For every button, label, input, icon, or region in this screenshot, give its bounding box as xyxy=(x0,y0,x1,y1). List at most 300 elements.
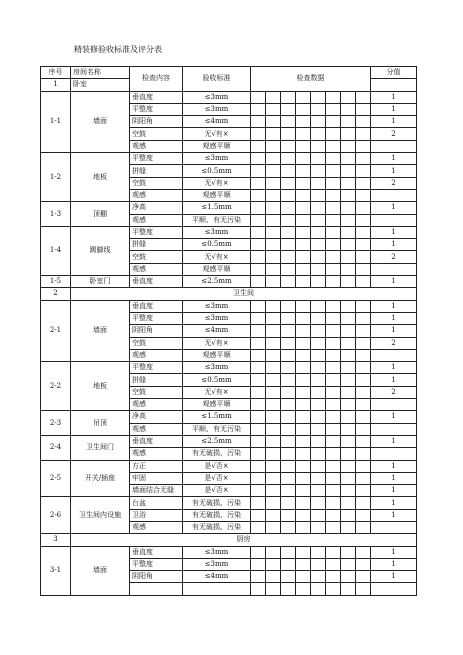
data-entry-cell[interactable] xyxy=(251,460,266,472)
data-entry-cell[interactable] xyxy=(326,140,341,152)
data-entry-cell[interactable] xyxy=(251,300,266,312)
data-entry-cell[interactable] xyxy=(326,128,341,140)
data-entry-cell[interactable] xyxy=(326,300,341,312)
data-entry-cell[interactable] xyxy=(311,153,326,165)
data-entry-cell[interactable] xyxy=(296,497,311,509)
data-entry-cell[interactable] xyxy=(311,189,326,201)
data-entry-cell[interactable] xyxy=(251,362,266,374)
data-entry-cell[interactable] xyxy=(356,349,371,361)
data-entry-cell[interactable] xyxy=(296,509,311,521)
data-entry-cell[interactable] xyxy=(311,435,326,447)
data-entry-cell[interactable] xyxy=(341,448,356,460)
data-entry-cell[interactable] xyxy=(266,337,281,349)
data-entry-cell[interactable] xyxy=(251,116,266,128)
data-entry-cell[interactable] xyxy=(296,165,311,177)
data-entry-cell[interactable] xyxy=(266,153,281,165)
data-entry-cell[interactable] xyxy=(326,509,341,521)
data-entry-cell[interactable] xyxy=(281,423,296,435)
data-entry-cell[interactable] xyxy=(266,521,281,533)
data-entry-cell[interactable] xyxy=(356,251,371,263)
data-entry-cell[interactable] xyxy=(311,202,326,214)
data-entry-cell[interactable] xyxy=(296,263,311,275)
data-entry-cell[interactable] xyxy=(341,153,356,165)
data-entry-cell[interactable] xyxy=(281,509,296,521)
data-entry-cell[interactable] xyxy=(311,276,326,288)
data-entry-cell[interactable] xyxy=(326,91,341,103)
data-entry-cell[interactable] xyxy=(341,337,356,349)
data-entry-cell[interactable] xyxy=(266,423,281,435)
data-entry-cell[interactable] xyxy=(311,263,326,275)
data-entry-cell[interactable] xyxy=(341,423,356,435)
data-entry-cell[interactable] xyxy=(326,153,341,165)
data-entry-cell[interactable] xyxy=(266,399,281,411)
data-entry-cell[interactable] xyxy=(311,509,326,521)
data-entry-cell[interactable] xyxy=(311,448,326,460)
data-entry-cell[interactable] xyxy=(341,546,356,558)
data-entry-cell[interactable] xyxy=(281,276,296,288)
data-entry-cell[interactable] xyxy=(311,485,326,497)
data-entry-cell[interactable] xyxy=(251,435,266,447)
data-entry-cell[interactable] xyxy=(341,263,356,275)
data-entry-cell[interactable] xyxy=(296,386,311,398)
data-entry-cell[interactable] xyxy=(326,399,341,411)
data-entry-cell[interactable] xyxy=(251,214,266,226)
data-entry-cell[interactable] xyxy=(341,325,356,337)
data-entry-cell[interactable] xyxy=(311,251,326,263)
data-entry-cell[interactable] xyxy=(326,214,341,226)
data-entry-cell[interactable] xyxy=(266,202,281,214)
data-entry-cell[interactable] xyxy=(281,300,296,312)
data-entry-cell[interactable] xyxy=(326,386,341,398)
data-entry-cell[interactable] xyxy=(251,263,266,275)
data-entry-cell[interactable] xyxy=(251,103,266,115)
data-entry-cell[interactable] xyxy=(356,558,371,570)
data-entry-cell[interactable] xyxy=(296,571,311,583)
data-entry-cell[interactable] xyxy=(266,546,281,558)
data-entry-cell[interactable] xyxy=(296,140,311,152)
data-entry-cell[interactable] xyxy=(251,153,266,165)
data-entry-cell[interactable] xyxy=(341,435,356,447)
data-entry-cell[interactable] xyxy=(311,337,326,349)
data-entry-cell[interactable] xyxy=(251,386,266,398)
data-entry-cell[interactable] xyxy=(356,411,371,423)
data-entry-cell[interactable] xyxy=(251,177,266,189)
data-entry-cell[interactable] xyxy=(356,189,371,201)
data-entry-cell[interactable] xyxy=(356,448,371,460)
data-entry-cell[interactable] xyxy=(341,362,356,374)
data-entry-cell[interactable] xyxy=(311,103,326,115)
data-entry-cell[interactable] xyxy=(356,116,371,128)
data-entry-cell[interactable] xyxy=(296,521,311,533)
data-entry-cell[interactable] xyxy=(281,189,296,201)
data-entry-cell[interactable] xyxy=(341,349,356,361)
data-entry-cell[interactable] xyxy=(251,128,266,140)
data-entry-cell[interactable] xyxy=(251,374,266,386)
data-entry-cell[interactable] xyxy=(251,423,266,435)
data-entry-cell[interactable] xyxy=(326,165,341,177)
data-entry-cell[interactable] xyxy=(356,485,371,497)
data-entry-cell[interactable] xyxy=(356,263,371,275)
data-entry-cell[interactable] xyxy=(266,435,281,447)
data-entry-cell[interactable] xyxy=(311,325,326,337)
data-entry-cell[interactable] xyxy=(356,521,371,533)
data-entry-cell[interactable] xyxy=(341,399,356,411)
data-entry-cell[interactable] xyxy=(266,583,281,595)
data-entry-cell[interactable] xyxy=(341,251,356,263)
data-entry-cell[interactable] xyxy=(356,165,371,177)
data-entry-cell[interactable] xyxy=(341,128,356,140)
data-entry-cell[interactable] xyxy=(296,399,311,411)
data-entry-cell[interactable] xyxy=(311,460,326,472)
data-entry-cell[interactable] xyxy=(311,140,326,152)
data-entry-cell[interactable] xyxy=(251,189,266,201)
data-entry-cell[interactable] xyxy=(266,165,281,177)
data-entry-cell[interactable] xyxy=(326,116,341,128)
data-entry-cell[interactable] xyxy=(266,263,281,275)
data-entry-cell[interactable] xyxy=(311,128,326,140)
data-entry-cell[interactable] xyxy=(266,448,281,460)
data-entry-cell[interactable] xyxy=(281,521,296,533)
data-entry-cell[interactable] xyxy=(356,325,371,337)
data-entry-cell[interactable] xyxy=(341,91,356,103)
data-entry-cell[interactable] xyxy=(251,448,266,460)
data-entry-cell[interactable] xyxy=(326,312,341,324)
data-entry-cell[interactable] xyxy=(266,411,281,423)
data-entry-cell[interactable] xyxy=(326,226,341,238)
data-entry-cell[interactable] xyxy=(266,226,281,238)
data-entry-cell[interactable] xyxy=(311,116,326,128)
data-entry-cell[interactable] xyxy=(356,140,371,152)
data-entry-cell[interactable] xyxy=(356,312,371,324)
data-entry-cell[interactable] xyxy=(356,103,371,115)
data-entry-cell[interactable] xyxy=(341,312,356,324)
data-entry-cell[interactable] xyxy=(356,362,371,374)
data-entry-cell[interactable] xyxy=(311,239,326,251)
data-entry-cell[interactable] xyxy=(356,497,371,509)
data-entry-cell[interactable] xyxy=(341,239,356,251)
data-entry-cell[interactable] xyxy=(356,435,371,447)
data-entry-cell[interactable] xyxy=(281,546,296,558)
data-entry-cell[interactable] xyxy=(311,91,326,103)
data-entry-cell[interactable] xyxy=(341,103,356,115)
data-entry-cell[interactable] xyxy=(326,558,341,570)
data-entry-cell[interactable] xyxy=(356,177,371,189)
data-entry-cell[interactable] xyxy=(311,558,326,570)
data-entry-cell[interactable] xyxy=(281,558,296,570)
data-entry-cell[interactable] xyxy=(266,558,281,570)
data-entry-cell[interactable] xyxy=(296,189,311,201)
data-entry-cell[interactable] xyxy=(326,362,341,374)
data-entry-cell[interactable] xyxy=(266,509,281,521)
data-entry-cell[interactable] xyxy=(251,251,266,263)
data-entry-cell[interactable] xyxy=(296,349,311,361)
data-entry-cell[interactable] xyxy=(326,263,341,275)
data-entry-cell[interactable] xyxy=(266,128,281,140)
data-entry-cell[interactable] xyxy=(281,411,296,423)
data-entry-cell[interactable] xyxy=(326,571,341,583)
data-entry-cell[interactable] xyxy=(281,263,296,275)
data-entry-cell[interactable] xyxy=(341,485,356,497)
data-entry-cell[interactable] xyxy=(296,116,311,128)
data-entry-cell[interactable] xyxy=(326,435,341,447)
data-entry-cell[interactable] xyxy=(326,546,341,558)
data-entry-cell[interactable] xyxy=(356,91,371,103)
data-entry-cell[interactable] xyxy=(341,276,356,288)
data-entry-cell[interactable] xyxy=(266,571,281,583)
data-entry-cell[interactable] xyxy=(296,472,311,484)
data-entry-cell[interactable] xyxy=(251,583,266,595)
data-entry-cell[interactable] xyxy=(281,214,296,226)
data-entry-cell[interactable] xyxy=(356,239,371,251)
data-entry-cell[interactable] xyxy=(251,546,266,558)
data-entry-cell[interactable] xyxy=(326,103,341,115)
data-entry-cell[interactable] xyxy=(251,226,266,238)
data-entry-cell[interactable] xyxy=(311,374,326,386)
data-entry-cell[interactable] xyxy=(356,571,371,583)
data-entry-cell[interactable] xyxy=(341,214,356,226)
data-entry-cell[interactable] xyxy=(281,386,296,398)
data-entry-cell[interactable] xyxy=(281,374,296,386)
data-entry-cell[interactable] xyxy=(296,103,311,115)
data-entry-cell[interactable] xyxy=(281,325,296,337)
data-entry-cell[interactable] xyxy=(341,116,356,128)
data-entry-cell[interactable] xyxy=(296,337,311,349)
data-entry-cell[interactable] xyxy=(266,300,281,312)
data-entry-cell[interactable] xyxy=(251,337,266,349)
data-entry-cell[interactable] xyxy=(281,312,296,324)
data-entry-cell[interactable] xyxy=(341,472,356,484)
data-entry-cell[interactable] xyxy=(296,460,311,472)
data-entry-cell[interactable] xyxy=(251,571,266,583)
data-entry-cell[interactable] xyxy=(341,189,356,201)
data-entry-cell[interactable] xyxy=(296,251,311,263)
data-entry-cell[interactable] xyxy=(266,362,281,374)
data-entry-cell[interactable] xyxy=(311,226,326,238)
data-entry-cell[interactable] xyxy=(281,103,296,115)
data-entry-cell[interactable] xyxy=(266,349,281,361)
data-entry-cell[interactable] xyxy=(356,128,371,140)
data-entry-cell[interactable] xyxy=(266,177,281,189)
data-entry-cell[interactable] xyxy=(266,472,281,484)
data-entry-cell[interactable] xyxy=(281,435,296,447)
data-entry-cell[interactable] xyxy=(326,485,341,497)
data-entry-cell[interactable] xyxy=(251,312,266,324)
data-entry-cell[interactable] xyxy=(311,165,326,177)
data-entry-cell[interactable] xyxy=(326,349,341,361)
data-entry-cell[interactable] xyxy=(251,239,266,251)
data-entry-cell[interactable] xyxy=(311,349,326,361)
data-entry-cell[interactable] xyxy=(296,300,311,312)
data-entry-cell[interactable] xyxy=(266,140,281,152)
data-entry-cell[interactable] xyxy=(296,411,311,423)
data-entry-cell[interactable] xyxy=(296,153,311,165)
data-entry-cell[interactable] xyxy=(296,239,311,251)
data-entry-cell[interactable] xyxy=(341,411,356,423)
data-entry-cell[interactable] xyxy=(281,460,296,472)
data-entry-cell[interactable] xyxy=(266,189,281,201)
data-entry-cell[interactable] xyxy=(281,399,296,411)
data-entry-cell[interactable] xyxy=(296,583,311,595)
data-entry-cell[interactable] xyxy=(266,103,281,115)
data-entry-cell[interactable] xyxy=(296,226,311,238)
data-entry-cell[interactable] xyxy=(266,251,281,263)
data-entry-cell[interactable] xyxy=(341,140,356,152)
data-entry-cell[interactable] xyxy=(326,251,341,263)
data-entry-cell[interactable] xyxy=(296,202,311,214)
data-entry-cell[interactable] xyxy=(296,435,311,447)
data-entry-cell[interactable] xyxy=(266,312,281,324)
data-entry-cell[interactable] xyxy=(326,472,341,484)
data-entry-cell[interactable] xyxy=(266,497,281,509)
data-entry-cell[interactable] xyxy=(296,128,311,140)
data-entry-cell[interactable] xyxy=(326,583,341,595)
data-entry-cell[interactable] xyxy=(266,325,281,337)
data-entry-cell[interactable] xyxy=(341,202,356,214)
data-entry-cell[interactable] xyxy=(251,140,266,152)
data-entry-cell[interactable] xyxy=(311,583,326,595)
data-entry-cell[interactable] xyxy=(311,312,326,324)
data-entry-cell[interactable] xyxy=(281,165,296,177)
data-entry-cell[interactable] xyxy=(341,558,356,570)
data-entry-cell[interactable] xyxy=(311,411,326,423)
data-entry-cell[interactable] xyxy=(251,558,266,570)
data-entry-cell[interactable] xyxy=(356,226,371,238)
data-entry-cell[interactable] xyxy=(311,177,326,189)
data-entry-cell[interactable] xyxy=(326,276,341,288)
data-entry-cell[interactable] xyxy=(251,399,266,411)
data-entry-cell[interactable] xyxy=(266,116,281,128)
data-entry-cell[interactable] xyxy=(266,386,281,398)
data-entry-cell[interactable] xyxy=(296,362,311,374)
data-entry-cell[interactable] xyxy=(341,583,356,595)
data-entry-cell[interactable] xyxy=(281,239,296,251)
data-entry-cell[interactable] xyxy=(326,411,341,423)
data-entry-cell[interactable] xyxy=(251,485,266,497)
data-entry-cell[interactable] xyxy=(311,300,326,312)
data-entry-cell[interactable] xyxy=(281,116,296,128)
data-entry-cell[interactable] xyxy=(296,312,311,324)
data-entry-cell[interactable] xyxy=(311,497,326,509)
data-entry-cell[interactable] xyxy=(326,189,341,201)
data-entry-cell[interactable] xyxy=(356,153,371,165)
data-entry-cell[interactable] xyxy=(281,485,296,497)
data-entry-cell[interactable] xyxy=(296,448,311,460)
data-entry-cell[interactable] xyxy=(266,374,281,386)
data-entry-cell[interactable] xyxy=(341,497,356,509)
data-entry-cell[interactable] xyxy=(281,497,296,509)
data-entry-cell[interactable] xyxy=(281,571,296,583)
data-entry-cell[interactable] xyxy=(311,571,326,583)
data-entry-cell[interactable] xyxy=(326,374,341,386)
data-entry-cell[interactable] xyxy=(311,386,326,398)
data-entry-cell[interactable] xyxy=(251,497,266,509)
data-entry-cell[interactable] xyxy=(341,386,356,398)
data-entry-cell[interactable] xyxy=(356,509,371,521)
data-entry-cell[interactable] xyxy=(341,165,356,177)
data-entry-cell[interactable] xyxy=(296,177,311,189)
data-entry-cell[interactable] xyxy=(356,423,371,435)
data-entry-cell[interactable] xyxy=(251,411,266,423)
data-entry-cell[interactable] xyxy=(251,472,266,484)
data-entry-cell[interactable] xyxy=(251,349,266,361)
data-entry-cell[interactable] xyxy=(281,251,296,263)
data-entry-cell[interactable] xyxy=(251,509,266,521)
data-entry-cell[interactable] xyxy=(356,202,371,214)
data-entry-cell[interactable] xyxy=(356,337,371,349)
data-entry-cell[interactable] xyxy=(326,448,341,460)
data-entry-cell[interactable] xyxy=(251,91,266,103)
data-entry-cell[interactable] xyxy=(326,177,341,189)
data-entry-cell[interactable] xyxy=(296,423,311,435)
data-entry-cell[interactable] xyxy=(311,521,326,533)
data-entry-cell[interactable] xyxy=(281,472,296,484)
data-entry-cell[interactable] xyxy=(341,509,356,521)
data-entry-cell[interactable] xyxy=(311,362,326,374)
data-entry-cell[interactable] xyxy=(251,325,266,337)
data-entry-cell[interactable] xyxy=(296,546,311,558)
data-entry-cell[interactable] xyxy=(266,276,281,288)
data-entry-cell[interactable] xyxy=(281,153,296,165)
data-entry-cell[interactable] xyxy=(326,460,341,472)
data-entry-cell[interactable] xyxy=(296,276,311,288)
data-entry-cell[interactable] xyxy=(356,386,371,398)
data-entry-cell[interactable] xyxy=(251,276,266,288)
data-entry-cell[interactable] xyxy=(281,128,296,140)
data-entry-cell[interactable] xyxy=(281,448,296,460)
data-entry-cell[interactable] xyxy=(356,472,371,484)
data-entry-cell[interactable] xyxy=(251,521,266,533)
data-entry-cell[interactable] xyxy=(326,337,341,349)
data-entry-cell[interactable] xyxy=(296,485,311,497)
data-entry-cell[interactable] xyxy=(356,583,371,595)
data-entry-cell[interactable] xyxy=(296,91,311,103)
data-entry-cell[interactable] xyxy=(326,423,341,435)
data-entry-cell[interactable] xyxy=(356,374,371,386)
data-entry-cell[interactable] xyxy=(281,91,296,103)
data-entry-cell[interactable] xyxy=(281,202,296,214)
data-entry-cell[interactable] xyxy=(356,214,371,226)
data-entry-cell[interactable] xyxy=(281,177,296,189)
data-entry-cell[interactable] xyxy=(341,226,356,238)
data-entry-cell[interactable] xyxy=(356,300,371,312)
data-entry-cell[interactable] xyxy=(266,239,281,251)
data-entry-cell[interactable] xyxy=(356,546,371,558)
data-entry-cell[interactable] xyxy=(311,546,326,558)
data-entry-cell[interactable] xyxy=(266,214,281,226)
data-entry-cell[interactable] xyxy=(281,140,296,152)
data-entry-cell[interactable] xyxy=(281,226,296,238)
data-entry-cell[interactable] xyxy=(266,485,281,497)
data-entry-cell[interactable] xyxy=(266,460,281,472)
data-entry-cell[interactable] xyxy=(356,276,371,288)
data-entry-cell[interactable] xyxy=(341,177,356,189)
data-entry-cell[interactable] xyxy=(356,399,371,411)
data-entry-cell[interactable] xyxy=(311,472,326,484)
data-entry-cell[interactable] xyxy=(251,165,266,177)
data-entry-cell[interactable] xyxy=(341,300,356,312)
data-entry-cell[interactable] xyxy=(326,521,341,533)
data-entry-cell[interactable] xyxy=(296,374,311,386)
data-entry-cell[interactable] xyxy=(281,362,296,374)
data-entry-cell[interactable] xyxy=(326,497,341,509)
data-entry-cell[interactable] xyxy=(296,214,311,226)
data-entry-cell[interactable] xyxy=(266,91,281,103)
data-entry-cell[interactable] xyxy=(341,374,356,386)
data-entry-cell[interactable] xyxy=(326,239,341,251)
data-entry-cell[interactable] xyxy=(251,202,266,214)
data-entry-cell[interactable] xyxy=(311,399,326,411)
data-entry-cell[interactable] xyxy=(311,423,326,435)
